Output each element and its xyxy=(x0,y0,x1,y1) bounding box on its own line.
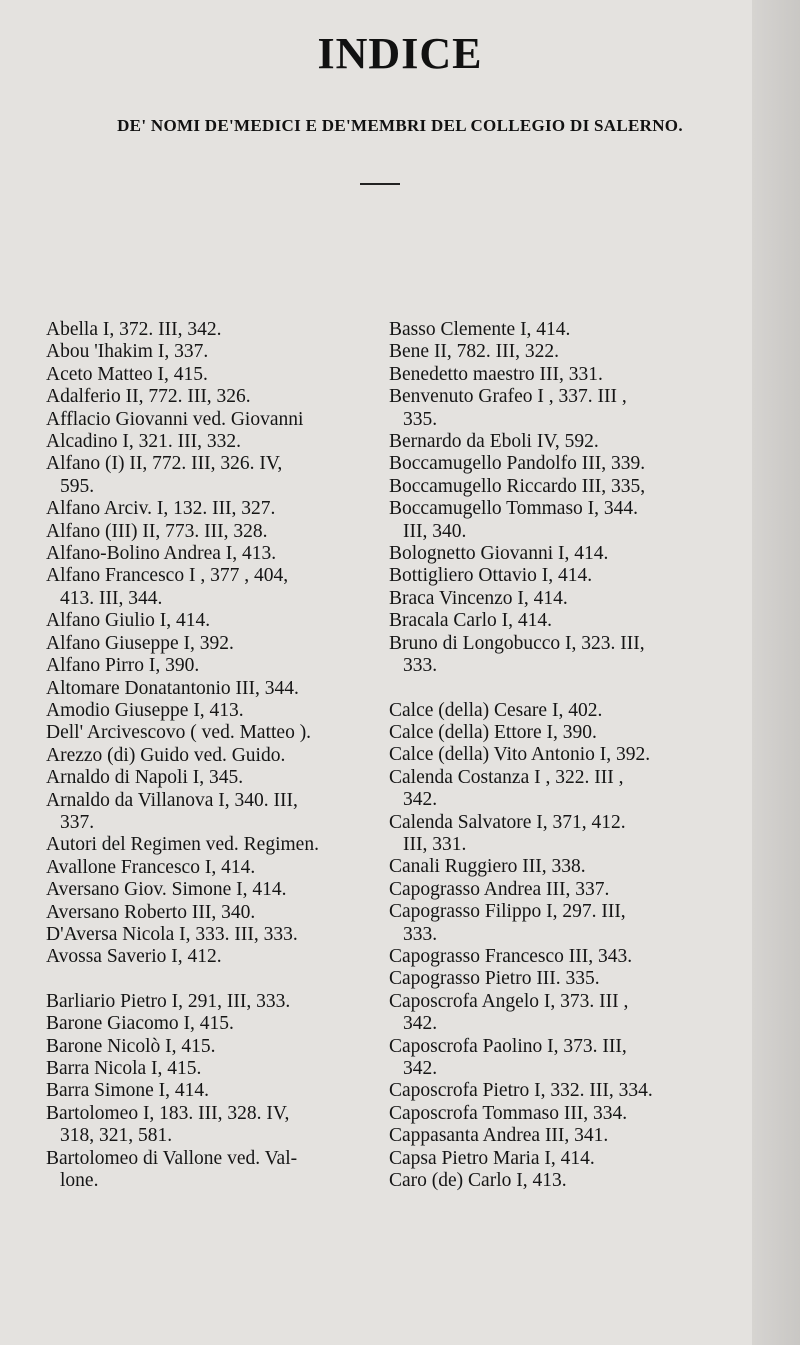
index-entry: Braca Vincenzo I, 414. xyxy=(389,587,568,609)
index-entry: Barra Simone I, 414. xyxy=(46,1080,210,1102)
index-entry: Alfano Francesco I , 377 , 404, xyxy=(46,565,289,587)
index-entry: Capograsso Pietro III. 335. xyxy=(389,968,600,990)
index-entry: Afflacio Giovanni ved. Giovanni xyxy=(46,408,304,430)
index-entry-continuation: 342. xyxy=(403,789,438,811)
index-entry: Caposcrofa Pietro I, 332. III, 334. xyxy=(389,1080,653,1102)
index-entry: Alcadino I, 321. III, 332. xyxy=(46,431,241,453)
index-entry: Canali Ruggiero III, 338. xyxy=(389,856,586,878)
index-entry: Basso Clemente I, 414. xyxy=(389,319,571,340)
index-entry: Caro (de) Carlo I, 413. xyxy=(389,1170,567,1192)
page-title: INDICE xyxy=(317,29,483,78)
index-entry: Bernardo da Eboli IV, 592. xyxy=(389,431,599,453)
index-entry: Boccamugello Tommaso I, 344. xyxy=(389,498,639,520)
index-entry: Benedetto maestro III, 331. xyxy=(389,363,603,385)
page-subtitle: DE' NOMI DE'MEDICI E DE'MEMBRI DEL COLLEGIO DI SALERNO. xyxy=(117,116,683,135)
index-entry-continuation: lone. xyxy=(60,1170,99,1192)
index-entry: Caposcrofa Angelo I, 373. III , xyxy=(389,990,629,1012)
index-entry: Barliario Pietro I, 291, III, 333. xyxy=(46,990,291,1012)
index-entry: Arnaldo di Napoli I, 345. xyxy=(46,767,244,789)
index-entry: Dell' Arcivescovo ( ved. Matteo ). xyxy=(46,722,312,744)
index-column-left xyxy=(46,319,376,1192)
index-entry: Benvenuto Grafeo I , 337. III , xyxy=(389,386,627,408)
index-entry: Bracala Carlo I, 414. xyxy=(389,610,552,632)
index-entry: Calce (della) Vito Antonio I, 392. xyxy=(389,744,651,766)
index-entry: Barone Nicolò I, 415. xyxy=(46,1035,216,1057)
index-entry: Adalferio II, 772. III, 326. xyxy=(46,386,251,408)
index-entry: Avossa Saverio I, 412. xyxy=(46,946,222,968)
index-entry: Bartolomeo di Vallone ved. Val- xyxy=(46,1147,298,1169)
index-column-right xyxy=(389,319,719,1192)
index-entry: Capsa Pietro Maria I, 414. xyxy=(389,1147,595,1169)
index-entry: D'Aversa Nicola I, 333. III, 333. xyxy=(46,923,298,945)
index-entry-continuation: 342. xyxy=(403,1013,438,1035)
index-entry: Bruno di Longobucco I, 323. III, xyxy=(389,632,645,654)
index-entry: Alfano-Bolino Andrea I, 413. xyxy=(46,543,277,565)
index-entry: Alfano Giulio I, 414. xyxy=(46,610,211,632)
index-entry: Calce (della) Cesare I, 402. xyxy=(389,699,603,721)
index-entry: Calenda Salvatore I, 371, 412. xyxy=(389,811,626,833)
index-entry-continuation: III, 331. xyxy=(403,833,467,855)
index-entry: Aceto Matteo I, 415. xyxy=(46,363,208,385)
index-entry-continuation: 342. xyxy=(403,1058,438,1079)
index-entry: Calenda Costanza I , 322. III , xyxy=(389,766,624,788)
index-entry: Barone Giacomo I, 415. xyxy=(46,1013,234,1035)
title-divider xyxy=(360,183,400,185)
index-entry-continuation: 335. xyxy=(403,408,438,430)
index-entry: Capograsso Filippo I, 297. III, xyxy=(389,901,626,923)
index-entry: Aversano Roberto III, 340. xyxy=(46,901,256,923)
index-entry: Caposcrofa Tommaso III, 334. xyxy=(389,1102,628,1124)
index-entry: Autori del Regimen ved. Regimen. xyxy=(46,834,319,856)
index-entry: Alfano Arciv. I, 132. III, 327. xyxy=(46,498,276,520)
index-entry: Calce (della) Ettore I, 390. xyxy=(389,721,597,743)
index-entry: Avallone Francesco I, 414. xyxy=(46,856,256,878)
index-entry: Aversano Giov. Simone I, 414. xyxy=(46,879,287,901)
index-entry-continuation: 337. xyxy=(60,811,95,833)
index-entry: Amodio Giuseppe I, 413. xyxy=(46,699,244,721)
index-entry: Arnaldo da Villanova I, 340. III, xyxy=(46,789,298,811)
index-entry: Bolognetto Giovanni I, 414. xyxy=(389,543,609,565)
index-entry-continuation: 595. xyxy=(60,475,95,497)
index-entry-continuation: 413. III, 344. xyxy=(60,587,163,609)
index-entry: Alfano Giuseppe I, 392. xyxy=(46,632,234,654)
index-entry-continuation: III, 340. xyxy=(403,520,467,542)
index-entry: Cappasanta Andrea III, 341. xyxy=(389,1125,609,1147)
index-entry-continuation: 318, 321, 581. xyxy=(60,1125,173,1147)
index-entry: Boccamugello Pandolfo III, 339. xyxy=(389,453,646,475)
index-entry: Caposcrofa Paolino I, 373. III, xyxy=(389,1035,627,1057)
index-entry-continuation: 333. xyxy=(403,923,438,945)
index-entry: Boccamugello Riccardo III, 335, xyxy=(389,475,646,497)
index-entry: Alfano Pirro I, 390. xyxy=(46,655,200,677)
index-entry: Alfano (I) II, 772. III, 326. IV, xyxy=(46,453,283,475)
index-entry: Bartolomeo I, 183. III, 328. IV, xyxy=(46,1102,290,1124)
index-entry: Barra Nicola I, 415. xyxy=(46,1058,202,1079)
index-entry: Abou 'Ihakim I, 337. xyxy=(46,341,209,363)
index-entry: Altomare Donatantonio III, 344. xyxy=(46,677,299,699)
index-entry: Capograsso Andrea III, 337. xyxy=(389,878,610,900)
index-entry: Arezzo (di) Guido ved. Guido. xyxy=(46,744,286,766)
index-entry: Bene II, 782. III, 322. xyxy=(389,341,560,363)
index-entry: Abella I, 372. III, 342. xyxy=(46,319,222,340)
index-entry: Bottigliero Ottavio I, 414. xyxy=(389,565,593,587)
index-entry: Capograsso Francesco III, 343. xyxy=(389,945,633,967)
index-entry-continuation: 333. xyxy=(403,655,438,677)
index-entry: Alfano (III) II, 773. III, 328. xyxy=(46,520,268,542)
